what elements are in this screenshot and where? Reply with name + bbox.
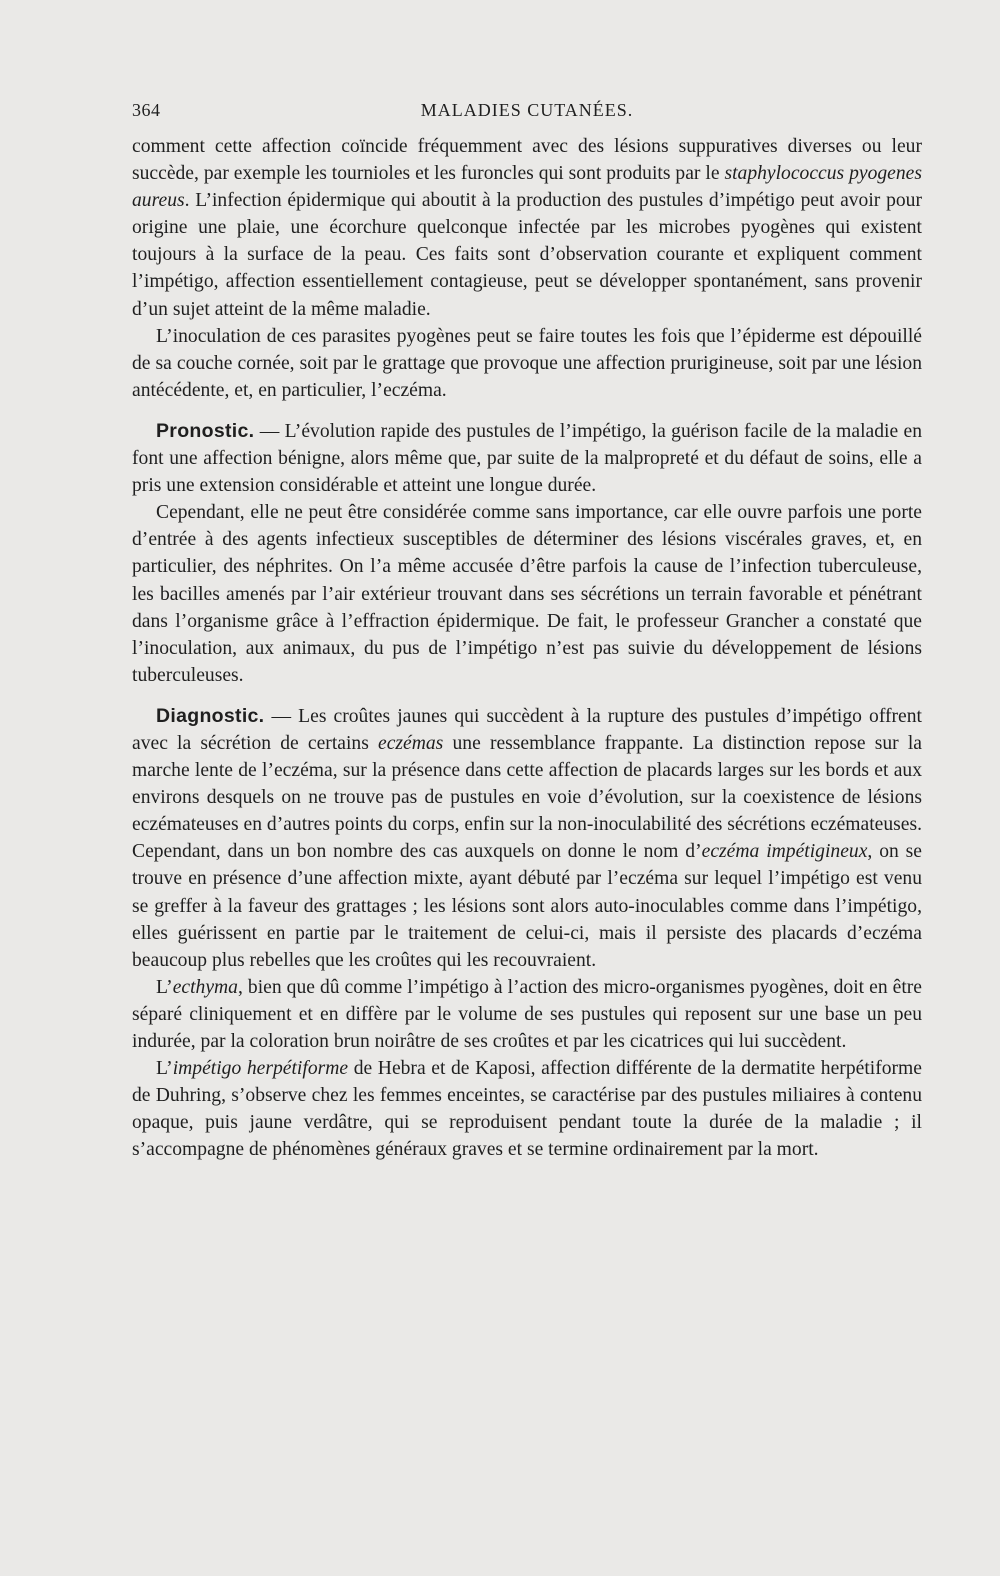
section-heading-diagnostic: Diagnostic. xyxy=(156,704,265,727)
italic-term: impétigo herpétiforme xyxy=(172,1058,349,1080)
text-run: — L’évolution rapide des pustules de l’impétigo, la guérison facile de la maladie en font une affection bénigne, alors même que, par suite de la malpropreté et du défaut de soins, elle a pris une extension considérable et atteint une longue durée. xyxy=(132,420,922,497)
italic-term: staphylococcus pyogenes aureus xyxy=(132,163,922,212)
italic-term: eczémas xyxy=(378,732,444,754)
text-run: une ressemblance frappante. La distinction repose sur la marche lente de l’eczéma, sur la présence dans cette affection de placards larges sur les bords et aux environs desquels on ne trouve pas de pustules en voie d’évolution, sur la coexistence de lésions eczémateuses en d’autres points du corps, enfin sur la non-inoculabilité des sécrétions eczémateuses. Cependant, dans un bon nombre des cas auxquels on donne le nom d’ xyxy=(132,732,922,863)
section-heading-pronostic: Pronostic. xyxy=(156,419,255,442)
text-run: comment cette affection coïncide fréquemment avec des lésions suppuratives diverses ou leur succède, par exemple les tournioles et les furoncles qui sont produits par le xyxy=(132,136,922,185)
text-run: , bien que dû comme l’impétigo à l’action des micro-organismes pyogènes, doit en être séparé cliniquement et en diffère par le volume de ses pustules qui reposent sur une base un peu indurée, par la coloration brun noirâtre de ses croûtes et par les cicatrices qui lui succèdent. xyxy=(132,976,922,1052)
body-text xyxy=(132,133,922,1163)
paragraph-diagnostic xyxy=(132,703,922,974)
text-run: . L’infection épidermique qui aboutit à la production des pustules d’impétigo peut avoir pour origine une plaie, une écorchure quelconque infectée par les microbes pyogènes qui existent toujours à la surface de la peau. Ces faits sont d’observation courante et expliquent comment l’impétigo, affection essentiellement contagieuse, peut se développer spontanément, sans provenir d’un sujet atteint de la même maladie. xyxy=(132,190,922,320)
italic-term: ecthyma xyxy=(172,976,238,998)
page-number: 364 xyxy=(132,100,161,120)
paragraph-pronostic xyxy=(132,418,922,499)
running-title: MALADIES CUTANÉES. xyxy=(420,100,634,120)
italic-term: eczéma impétigineux xyxy=(701,841,868,863)
text-run: L’ xyxy=(156,1058,173,1080)
paragraph-continuation xyxy=(132,133,922,323)
text-run: L’inoculation de ces parasites pyogènes peut se faire toutes les fois que l’épiderme est dépouillé de sa couche cornée, soit par le grattage que provoque une affection prurigineuse, soit par une lésion antécédente, et, en particulier, l’eczéma. xyxy=(132,325,922,401)
paragraph-inoculation xyxy=(132,323,922,404)
text-run: L’ xyxy=(156,976,173,998)
text-run: — Les croûtes jaunes qui succèdent à la rupture des pustules d’impétigo offrent avec la sécrétion de certains xyxy=(132,705,922,754)
paragraph-impetigo-herpetiforme xyxy=(132,1055,922,1163)
page-header xyxy=(132,100,922,128)
text-run: , on se trouve en présence d’une affection mixte, ayant débuté par l’eczéma sur lequel l’impétigo est venu se greffer à la faveur des grattages ; les lésions sont alors auto-inoculables comme dans l’impétigo, elles guérissent en partie par le traitement de celui-ci, mais il persiste des placards d’eczéma beaucoup plus rebelles que les croûtes qui les recouvraient. xyxy=(132,841,922,971)
text-run: Cependant, elle ne peut être considérée comme sans importance, car elle ouvre parfois une porte d’entrée à des agents infectieux susceptibles de déterminer des lésions viscérales graves, et, en particulier, des néphrites. On l’a même accusée d’être parfois la cause de l’infection tuberculeuse, les bacilles amenés par l’air extérieur trouvant dans ses sécrétions un terrain favorable et pénétrant dans l’organisme grâce à l’effraction épidermique. De fait, le professeur Grancher a constaté que l’inoculation, aux animaux, du pus de l’impétigo n’est pas suivie du développement de lésions tuberculeuses. xyxy=(132,502,922,686)
paragraph-cependant xyxy=(132,499,922,689)
text-run: de Hebra et de Kaposi, affection différente de la dermatite herpétiforme de Duhring, s’observe chez les femmes enceintes, se caractérise par des pustules miliaires à contenu opaque, puis jaune verdâtre, qui se reproduisent pendant toute la durée de la maladie ; il s’accompagne de phénomènes généraux graves et se termine ordinairement par la mort. xyxy=(132,1058,922,1161)
paragraph-ecthyma xyxy=(132,974,922,1055)
